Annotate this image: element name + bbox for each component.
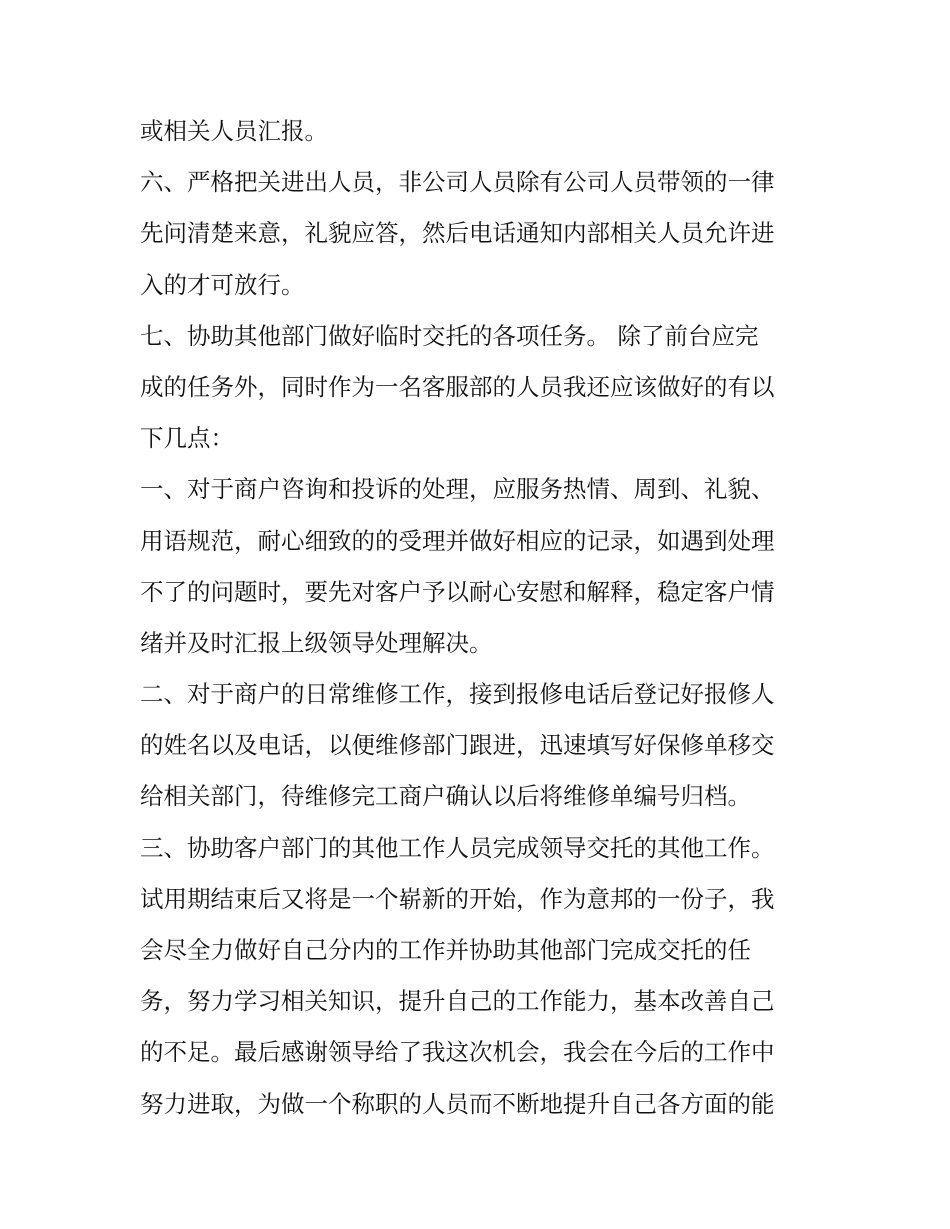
text-line: 不了的问题时，要先对客户予以耐心安慰和解释，稳定客户情 [140, 577, 775, 606]
text-line: 的不足。最后感谢领导给了我这次机会，我会在今后的工作中 [140, 1038, 775, 1067]
document-body [140, 106, 820, 1130]
text-line: 给相关部门，待维修完工商户确认以后将维修单编号归档。 [140, 782, 751, 811]
text-line: 下几点： [140, 424, 234, 453]
text-line: 七、协助其他部门做好临时交托的各项任务。 除了前台应完 [140, 321, 759, 350]
text-line: 成的任务外，同时作为一名客服部的人员我还应该做好的有以 [140, 372, 775, 401]
text-line: 或相关人员汇报。 [140, 117, 328, 145]
text-line: 的姓名以及电话，以便维修部门跟进，迅速填写好保修单移交 [140, 731, 775, 760]
text-line: 用语规范，耐心细致的的受理并做好相应的记录，如遇到处理 [140, 526, 775, 555]
text-line: 六、严格把关进出人员，非公司人员除有公司人员带领的一律 [140, 168, 775, 197]
text-line: 务，努力学习相关知识，提升自己的工作能力，基本改善自己 [140, 987, 775, 1016]
text-line: 二、对于商户的日常维修工作，接到报修电话后登记好报修人 [140, 680, 775, 709]
text-line: 入的才可放行。 [140, 270, 305, 299]
text-line: 努力进取，为做一个称职的人员而不断地提升自己各方面的能 [140, 1089, 775, 1118]
text-line: 绪并及时汇报上级领导处理解决。 [140, 628, 493, 657]
text-line: 先问清楚来意，礼貌应答，然后电话通知内部相关人员允许进 [140, 219, 775, 248]
text-line: 三、协助客户部门的其他工作人员完成领导交托的其他工作。 [140, 833, 775, 862]
text-line: 试用期结束后又将是一个崭新的开始，作为意邦的一份子，我 [140, 884, 775, 913]
text-line: 一、对于商户咨询和投诉的处理，应服务热情、周到、礼貌、 [140, 475, 775, 504]
text-line: 会尽全力做好自己分内的工作并协助其他部门完成交托的任 [140, 936, 751, 964]
